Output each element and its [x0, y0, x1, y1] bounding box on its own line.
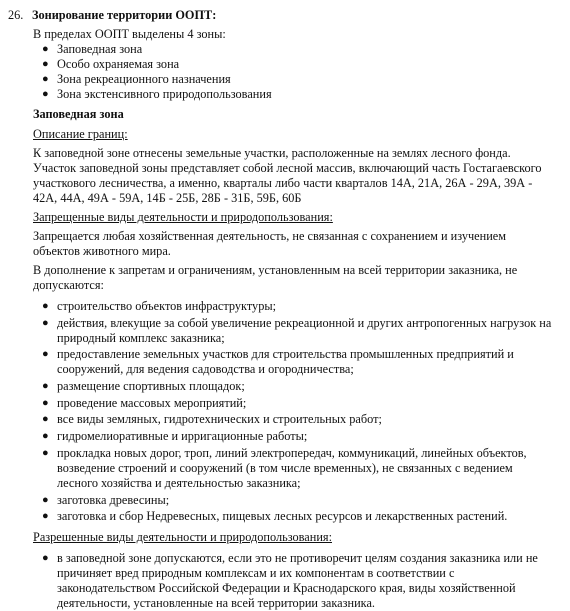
bullet-icon: ●: [42, 88, 49, 100]
list-item: ● Заповедная зона: [42, 42, 143, 56]
bullet-icon: ●: [42, 58, 49, 70]
list-item: ● все виды земляных, гидротехнических и строительных работ;: [42, 412, 382, 427]
list-item: ● гидромелиоративные и ирригационные работы;: [42, 429, 308, 444]
list-item: ● прокладка новых дорог, троп, линий электропередач, коммуникаций, линейных объектов, возведение строений и сооружений (в том числе временных), не связанных с ведением лесного хозяйства и деятельностью заказника;: [42, 445, 527, 490]
zones-intro: В пределах ООПТ выделены 4 зоны:: [33, 27, 226, 41]
allowed-label: Разрешенные виды деятельности и природопользования:: [33, 529, 332, 544]
boundaries-label: Описание границ:: [33, 127, 128, 141]
list-item: ● заготовка и сбор Недревесных, пищевых лесных ресурсов и лекарственных растений.: [42, 509, 508, 524]
reserve-zone-heading: Заповедная зона: [33, 107, 124, 121]
additional-restrictions-text: В дополнение к запретам и ограничениям, установленным на всей территории заказника, не допускаются:: [33, 263, 518, 292]
bullet-icon: ●: [42, 510, 49, 523]
prohibited-label: Запрещенные виды деятельности и природопользования:: [33, 210, 333, 224]
bullet-icon: ●: [42, 380, 49, 393]
zones-list: [33, 42, 272, 102]
list-item: ● Особо охраняемая зона: [42, 57, 180, 71]
list-item: ● Зона экстенсивного природопользования: [42, 87, 272, 101]
bullet-icon: ●: [42, 396, 49, 409]
bullet-icon: ●: [42, 43, 49, 55]
list-item: ● Зона рекреационного назначения: [42, 72, 231, 86]
bullet-icon: ●: [42, 348, 49, 361]
list-item: ● в заповедной зоне допускаются, если это не противоречит целям создания заказника или не причиняет вред природным комплексам и их компонентам в соответствии с законодательством Российской Федерации и Краснодарского края, виды хозяйственной деятельности, установленные на всей территории заказника.: [42, 550, 538, 610]
list-item: ● проведение массовых мероприятий;: [42, 395, 247, 410]
bullet-icon: ●: [42, 446, 49, 459]
section-heading: [8, 8, 216, 23]
list-item: ● размещение спортивных площадок;: [42, 379, 245, 394]
list-item: ● предоставление земельных участков для строительства промышленных предприятий и сооружений, для ведения садоводства и огородничества;: [42, 347, 514, 377]
boundaries-text: К заповедной зоне отнесены земельные участки, расположенные на землях лесного фонда. Участок заповедной зоны представляет собой лесной массив, включающий часть Гостагаевского участкового лесничества, а именно, кварталы либо части кварталов 14А, 21А, 26А - 29А, 39А - 42А, 44А, 49А - 59А, 14Б - 25Б, 28Б - 31Б, 59Б, 60Б: [33, 146, 542, 205]
prohibited-text: Запрещается любая хозяйственная деятельность, не связанная с сохранением и изучением объектов животного мира.: [33, 229, 507, 258]
bullet-icon: ●: [42, 316, 49, 329]
bullet-icon: ●: [42, 73, 49, 85]
list-item: ● заготовка древесины;: [42, 492, 170, 507]
prohibited-activities-list: [33, 299, 553, 524]
allowed-activities-list: [33, 551, 553, 611]
list-item: ● строительство объектов инфраструктуры;: [42, 299, 277, 313]
bullet-icon: ●: [42, 413, 49, 426]
bullet-icon: ●: [42, 300, 49, 312]
list-item: ● действия, влекущие за собой увеличение рекреационной и других антропогенных нагрузок на природный комплекс заказника;: [42, 315, 552, 345]
reserve-zone-section: [33, 107, 553, 611]
section-number: 26.: [8, 8, 24, 22]
bullet-icon: ●: [42, 551, 49, 564]
bullet-icon: ●: [42, 493, 49, 506]
section-title: Зонирование территории ООПТ:: [32, 8, 217, 22]
bullet-icon: ●: [42, 430, 49, 443]
